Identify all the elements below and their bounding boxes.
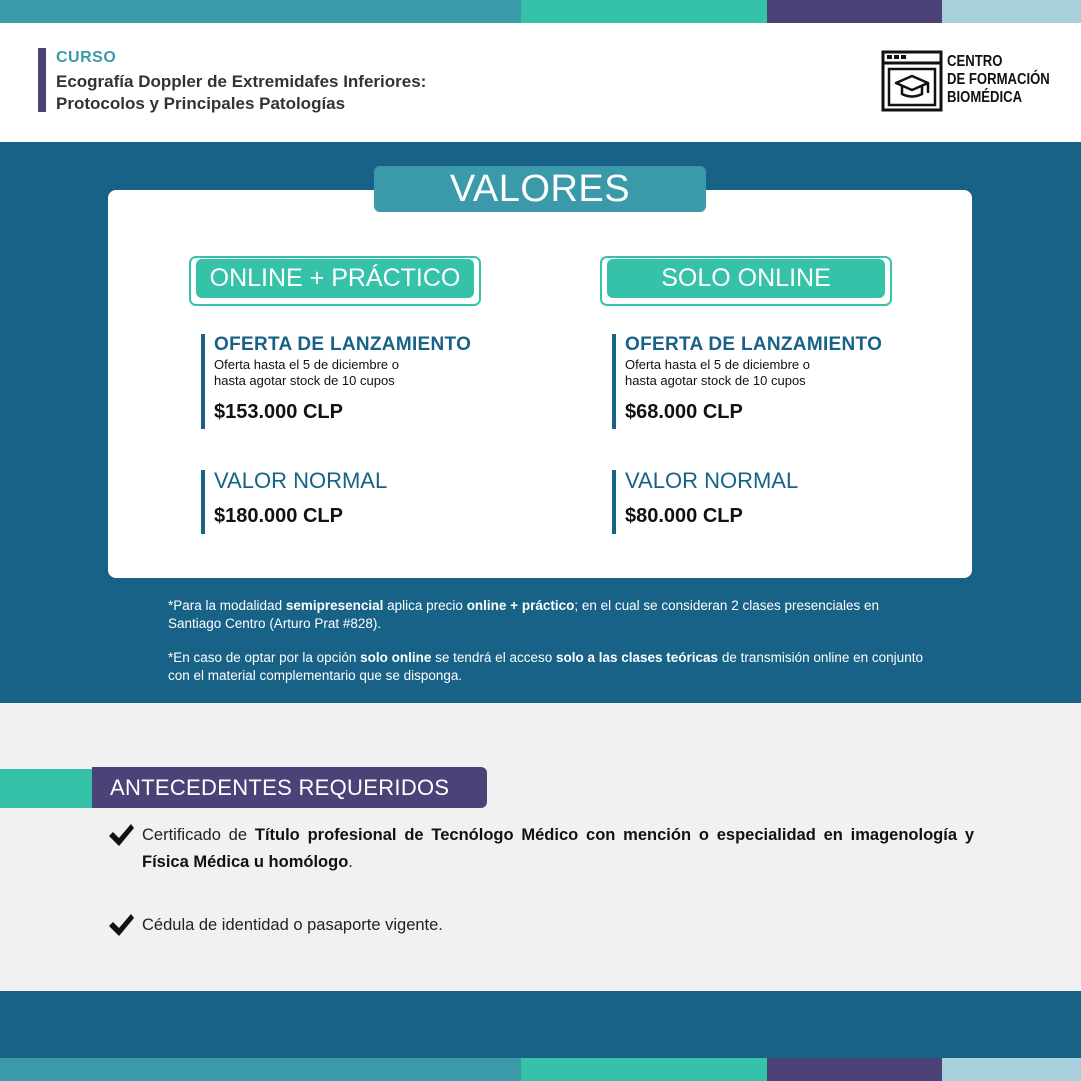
note-text: aplica precio bbox=[383, 598, 467, 613]
offer-block bbox=[612, 334, 912, 429]
normal-price: $80.000 CLP bbox=[625, 505, 743, 527]
antecedentes-title: ANTECEDENTES REQUERIDOS bbox=[92, 767, 487, 808]
offer-note-line-1: Oferta hasta el 5 de diciembre o bbox=[625, 357, 810, 372]
note-semipresencial bbox=[168, 597, 928, 633]
logo-text-line-1: CENTRO bbox=[947, 53, 1003, 70]
plan-online-practico-title bbox=[189, 256, 481, 306]
course-title-line-1: Ecografía Doppler de Extremidafes Inferiores: bbox=[56, 72, 427, 91]
offer-price: $153.000 CLP bbox=[214, 401, 343, 423]
stripe-segment-light-blue bbox=[942, 0, 1081, 23]
pricing-section bbox=[0, 142, 1081, 703]
check-icon bbox=[108, 912, 134, 938]
offer-title: OFERTA DE LANZAMIENTO bbox=[214, 334, 472, 355]
logo-text-line-3: BIOMÉDICA bbox=[947, 89, 1023, 106]
footer-band bbox=[0, 991, 1081, 1058]
offer-block bbox=[201, 334, 501, 429]
top-color-stripe bbox=[0, 0, 1081, 23]
bottom-color-stripe bbox=[0, 1058, 1081, 1081]
normal-title: VALOR NORMAL bbox=[625, 468, 799, 493]
offer-note-line-2: hasta agotar stock de 10 cupos bbox=[625, 373, 806, 388]
note-bold: solo a las clases teóricas bbox=[555, 650, 719, 665]
check-icon bbox=[108, 822, 134, 848]
requirement-text-part: Certificado de bbox=[142, 826, 255, 844]
note-text: *En caso de optar por la opción bbox=[168, 650, 361, 665]
logo bbox=[881, 50, 1050, 112]
offer-note-line-2: hasta agotar stock de 10 cupos bbox=[214, 373, 395, 388]
logo-text bbox=[947, 53, 1050, 107]
plan-title-label: SOLO ONLINE bbox=[607, 259, 885, 298]
stripe-segment-mint bbox=[521, 1058, 767, 1081]
note-solo-online bbox=[168, 649, 928, 685]
note-bold: solo online bbox=[360, 650, 432, 665]
stripe-segment-mint bbox=[521, 0, 767, 23]
normal-title: VALOR NORMAL bbox=[214, 468, 388, 493]
note-bold: online + práctico bbox=[466, 598, 575, 613]
course-title bbox=[56, 71, 516, 115]
offer-price: $68.000 CLP bbox=[625, 401, 743, 423]
stripe-segment-purple bbox=[767, 0, 942, 23]
logo-text-line-2: DE FORMACIÓN bbox=[947, 71, 1050, 88]
note-text: *Para la modalidad bbox=[168, 598, 286, 613]
stripe-segment-purple bbox=[767, 1058, 942, 1081]
normal-price-block bbox=[201, 470, 501, 534]
requirement-text-bold: Título profesional de Tecnólogo Médico con mención o especialidad en imagenología y Física Médica u homólogo bbox=[142, 826, 975, 871]
header bbox=[0, 23, 1081, 142]
offer-title: OFERTA DE LANZAMIENTO bbox=[625, 334, 883, 355]
pricing-card bbox=[108, 190, 972, 578]
note-text: se tendrá el acceso bbox=[431, 650, 556, 665]
requirement-text-part: . bbox=[348, 853, 353, 871]
note-text: ; en el cual se consideran 2 clases presenciales en Santiago Centro (Arturo Prat #828). bbox=[168, 598, 880, 631]
normal-price-block bbox=[612, 470, 912, 534]
stripe-segment-teal bbox=[0, 1058, 521, 1081]
requirement-text bbox=[108, 822, 974, 876]
normal-price: $180.000 CLP bbox=[214, 505, 343, 527]
requirement-text: Cédula de identidad o pasaporte vigente. bbox=[142, 916, 443, 934]
stripe-segment-light-blue bbox=[942, 1058, 1081, 1081]
course-label: CURSO bbox=[56, 49, 117, 66]
plan-title-label: ONLINE + PRÁCTICO bbox=[196, 259, 474, 298]
stripe-segment-teal bbox=[0, 0, 521, 23]
valores-title: VALORES bbox=[374, 166, 706, 212]
requirement-item bbox=[108, 822, 974, 876]
requirement-item bbox=[108, 912, 974, 939]
plan-solo-online-title bbox=[600, 256, 892, 306]
header-accent-bar bbox=[38, 48, 46, 112]
browser-graduation-cap-icon bbox=[881, 50, 943, 112]
note-text: de transmisión online en conjunto con el material complementario que se disponga. bbox=[168, 650, 923, 683]
course-title-line-2: Protocolos y Principales Patologías bbox=[56, 94, 346, 113]
offer-note-line-1: Oferta hasta el 5 de diciembre o bbox=[214, 357, 399, 372]
antecedentes-accent bbox=[0, 769, 92, 808]
note-bold: semipresencial bbox=[285, 598, 384, 613]
